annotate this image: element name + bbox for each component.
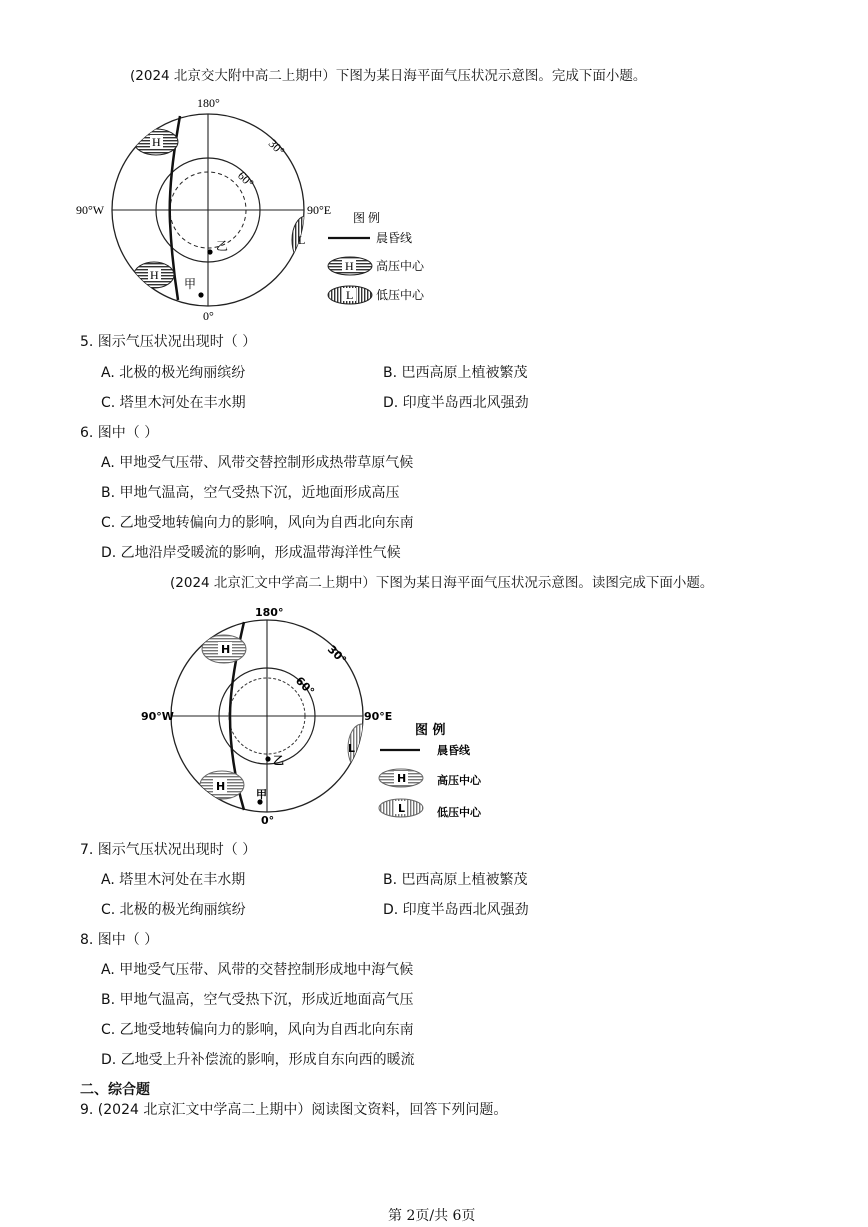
label-30: 30°: [324, 642, 349, 667]
label-30: 30°: [265, 136, 288, 159]
label-yi: 乙: [216, 239, 229, 253]
label-90e: 90°E: [307, 203, 332, 217]
svg-text:L: L: [398, 802, 406, 815]
legend-high: 高压中心: [376, 259, 425, 273]
q6-option-d[interactable]: D. 乙地沿岸受暖流的影响，形成温带海洋性气候: [101, 545, 401, 561]
label-jia: 甲: [184, 277, 197, 291]
label-180: 180°: [255, 606, 284, 619]
intro-text-1: (2024 北京交大附中高二上期中）下图为某日海平面气压状况示意图。完成下面小题。: [130, 68, 647, 84]
svg-text:H: H: [397, 772, 407, 785]
q8-option-d[interactable]: D. 乙地受上升补偿流的影响，形成自东向西的暖流: [101, 1052, 415, 1068]
label-jia: 甲: [256, 788, 267, 801]
svg-text:H: H: [345, 259, 354, 273]
q5-option-a[interactable]: A. 北极的极光绚丽缤纷: [101, 365, 246, 381]
pressure-map-2: [140, 602, 510, 832]
low-label: L: [298, 233, 306, 247]
legend-low: 低压中心: [437, 806, 481, 819]
q8-option-c[interactable]: C. 乙地受地转偏向力的影响，风向为自西北向东南: [101, 1022, 414, 1038]
pressure-map-1: [70, 92, 470, 322]
point-yi: [265, 756, 270, 761]
label-yi: 乙: [273, 754, 284, 767]
question-8-stem: 8. 图中（ ）: [80, 932, 159, 948]
q5-option-c[interactable]: C. 塔里木河处在丰水期: [101, 395, 246, 411]
label-90w: 90°W: [141, 710, 174, 723]
legend-high: 高压中心: [437, 774, 481, 787]
high-label: H: [221, 643, 231, 656]
label-90w: 90°W: [76, 203, 105, 217]
point-jia: [198, 292, 203, 297]
q8-option-b[interactable]: B. 甲地气温高，空气受热下沉，形成近地面高气压: [101, 992, 414, 1008]
q6-option-b[interactable]: B. 甲地气温高，空气受热下沉，近地面形成高压: [101, 485, 400, 501]
high-label: H: [150, 268, 159, 282]
q5-option-d[interactable]: D. 印度半岛西北风强劲: [383, 395, 529, 411]
low-pressure-center: [292, 216, 320, 264]
question-5-stem: 5. 图示气压状况出现时（ ）: [80, 334, 257, 350]
q6-option-c[interactable]: C. 乙地受地转偏向力的影响，风向为自西北向东南: [101, 515, 414, 531]
label-60: 60°: [234, 168, 257, 191]
intro-text-2: (2024 北京汇文中学高二上期中）下图为某日海平面气压状况示意图。读图完成下面小题。: [170, 575, 714, 591]
section-heading: 二、综合题: [80, 1082, 150, 1098]
high-label: H: [152, 135, 161, 149]
label-90e: 90°E: [364, 710, 393, 723]
label-0: 0°: [203, 309, 214, 323]
q7-option-c[interactable]: C. 北极的极光绚丽缤纷: [101, 902, 246, 918]
legend-terminator: 晨昏线: [437, 744, 470, 757]
q7-option-b[interactable]: B. 巴西高原上植被繁茂: [383, 872, 528, 888]
q7-option-a[interactable]: A. 塔里木河处在丰水期: [101, 872, 246, 888]
point-yi: [207, 249, 212, 254]
label-180: 180°: [197, 96, 220, 110]
label-60: 60°: [292, 674, 317, 699]
legend-terminator: 晨昏线: [376, 231, 413, 245]
page-footer: 第 2页/共 6页: [388, 1208, 476, 1224]
question-6-stem: 6. 图中（ ）: [80, 425, 159, 441]
q7-option-d[interactable]: D. 印度半岛西北风强劲: [383, 902, 529, 918]
label-0: 0°: [261, 814, 275, 827]
svg-text:L: L: [346, 288, 354, 302]
legend-title: 图 例: [353, 211, 381, 225]
q6-option-a[interactable]: A. 甲地受气压带、风带交替控制形成热带草原气候: [101, 455, 414, 471]
q8-option-a[interactable]: A. 甲地受气压带、风带的交替控制形成地中海气候: [101, 962, 414, 978]
q5-option-b[interactable]: B. 巴西高原上植被繁茂: [383, 365, 528, 381]
high-label: H: [216, 780, 226, 793]
low-label: L: [348, 742, 356, 755]
question-7-stem: 7. 图示气压状况出现时（ ）: [80, 842, 257, 858]
question-9-stem: 9. (2024 北京汇文中学高二上期中）阅读图文资料，回答下列问题。: [80, 1102, 508, 1118]
legend-title: 图 例: [415, 723, 446, 738]
legend-low: 低压中心: [376, 288, 425, 302]
